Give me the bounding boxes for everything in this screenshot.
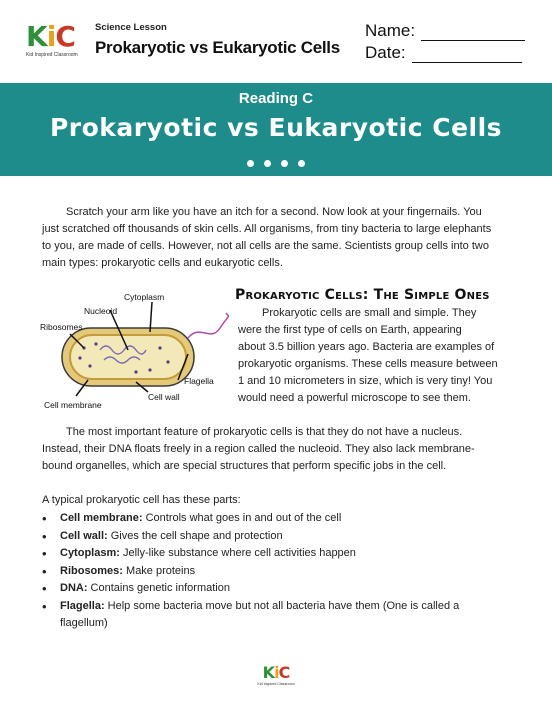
ribosomes-label: Ribosomes (40, 322, 83, 332)
date-label: Date: (365, 43, 406, 62)
nucleus-line: The most important feature of prokaryotic cells is that they do not have a nucleus. (66, 426, 463, 438)
flagella-label: Flagella (184, 376, 214, 386)
kic-logo: KiC Kid Inspired Classroom (26, 22, 88, 66)
nucleus-line: bound organelles, which are special structures that perform specific jobs in the cell. (42, 460, 447, 472)
list-item: • Ribosomes: Make proteins (42, 563, 512, 581)
date-field (365, 43, 522, 63)
logo-tagline: Kid Inspired Classroom (26, 52, 78, 58)
list-item: • Flagella: Help some bacteria move but not all bacteria have them (One is called a (42, 598, 512, 616)
list-item: • Cytoplasm: Jelly-like substance where cell activities happen (42, 545, 512, 563)
name-label: Name: (365, 21, 416, 40)
section-line: Prokaryotic cells are small and simple. They (262, 307, 477, 319)
section-paragraph (238, 305, 518, 407)
dot-icon (264, 160, 271, 167)
intro-line: main types: prokaryotic cells and eukaryotic cells. (42, 257, 283, 269)
list-item: • Cell membrane: Controls what goes in and out of the cell (42, 510, 512, 528)
name-line[interactable] (421, 26, 525, 41)
banner-dots (0, 154, 552, 172)
list-item: • DNA: Contains genetic information (42, 580, 512, 598)
section-line: prokaryotic organisms. These cells measure between (238, 358, 498, 370)
cell-membrane-label: Cell membrane (44, 400, 102, 410)
name-field (365, 21, 525, 41)
intro-line: to you, are made of cells. However, not all cells are the same. Scientists group cells into two (42, 240, 489, 252)
reading-label: Reading C (238, 90, 314, 107)
cytoplasm-label: Cytoplasm (124, 292, 165, 302)
section-line: 1 and 10 micrometers in size, which is very tiny! You (238, 375, 493, 387)
lesson-title: Prokaryotic vs Eukaryotic Cells (95, 38, 340, 57)
section-line: would need a powerful microscope to see them. (238, 392, 471, 404)
dot-icon (298, 160, 305, 167)
intro-line: just scratched off thousands of skin cells. All organisms, from tiny bacteria to large elephants (42, 223, 492, 235)
intro-line: Scratch your arm like you have an itch for a second. Now look at your fingernails. You (66, 206, 482, 218)
section-heading: Prokaryotic Cells: The Simple Ones (235, 287, 490, 303)
dot-icon (247, 160, 254, 167)
section-line: were the first type of cells on Earth, appearing (238, 324, 462, 336)
nucleus-line: Instead, their DNA floats freely in a region called the nucleoid. They also lack membrane- (42, 443, 475, 455)
parts-intro: A typical prokaryotic cell has these parts: (42, 494, 241, 506)
parts-list (42, 510, 512, 633)
nucleoid-label: Nucleoid (84, 306, 118, 316)
cell-membrane-shape (70, 335, 186, 379)
flagellum-icon (188, 313, 228, 338)
dot-icon (281, 160, 288, 167)
lesson-label: Science Lesson (95, 22, 167, 33)
intro-paragraph (42, 204, 522, 272)
page-header (0, 0, 552, 80)
footer-logo: KiC Kid Inspired Classroom (257, 663, 295, 686)
list-item-continuation: flagellum) (60, 617, 108, 629)
cell-wall-label: Cell wall (148, 392, 180, 402)
section-line: about 3.5 billion years ago. Bacteria are examples of (238, 341, 495, 353)
footer-logo-tagline: Kid Inspired Classroom (257, 682, 295, 686)
banner-title: Prokaryotic vs Eukaryotic Cells (49, 113, 503, 142)
nucleus-paragraph (42, 424, 522, 475)
date-line[interactable] (412, 48, 522, 63)
prokaryotic-cell-diagram (40, 288, 230, 410)
list-item: • Cell wall: Gives the cell shape and protection (42, 528, 512, 546)
